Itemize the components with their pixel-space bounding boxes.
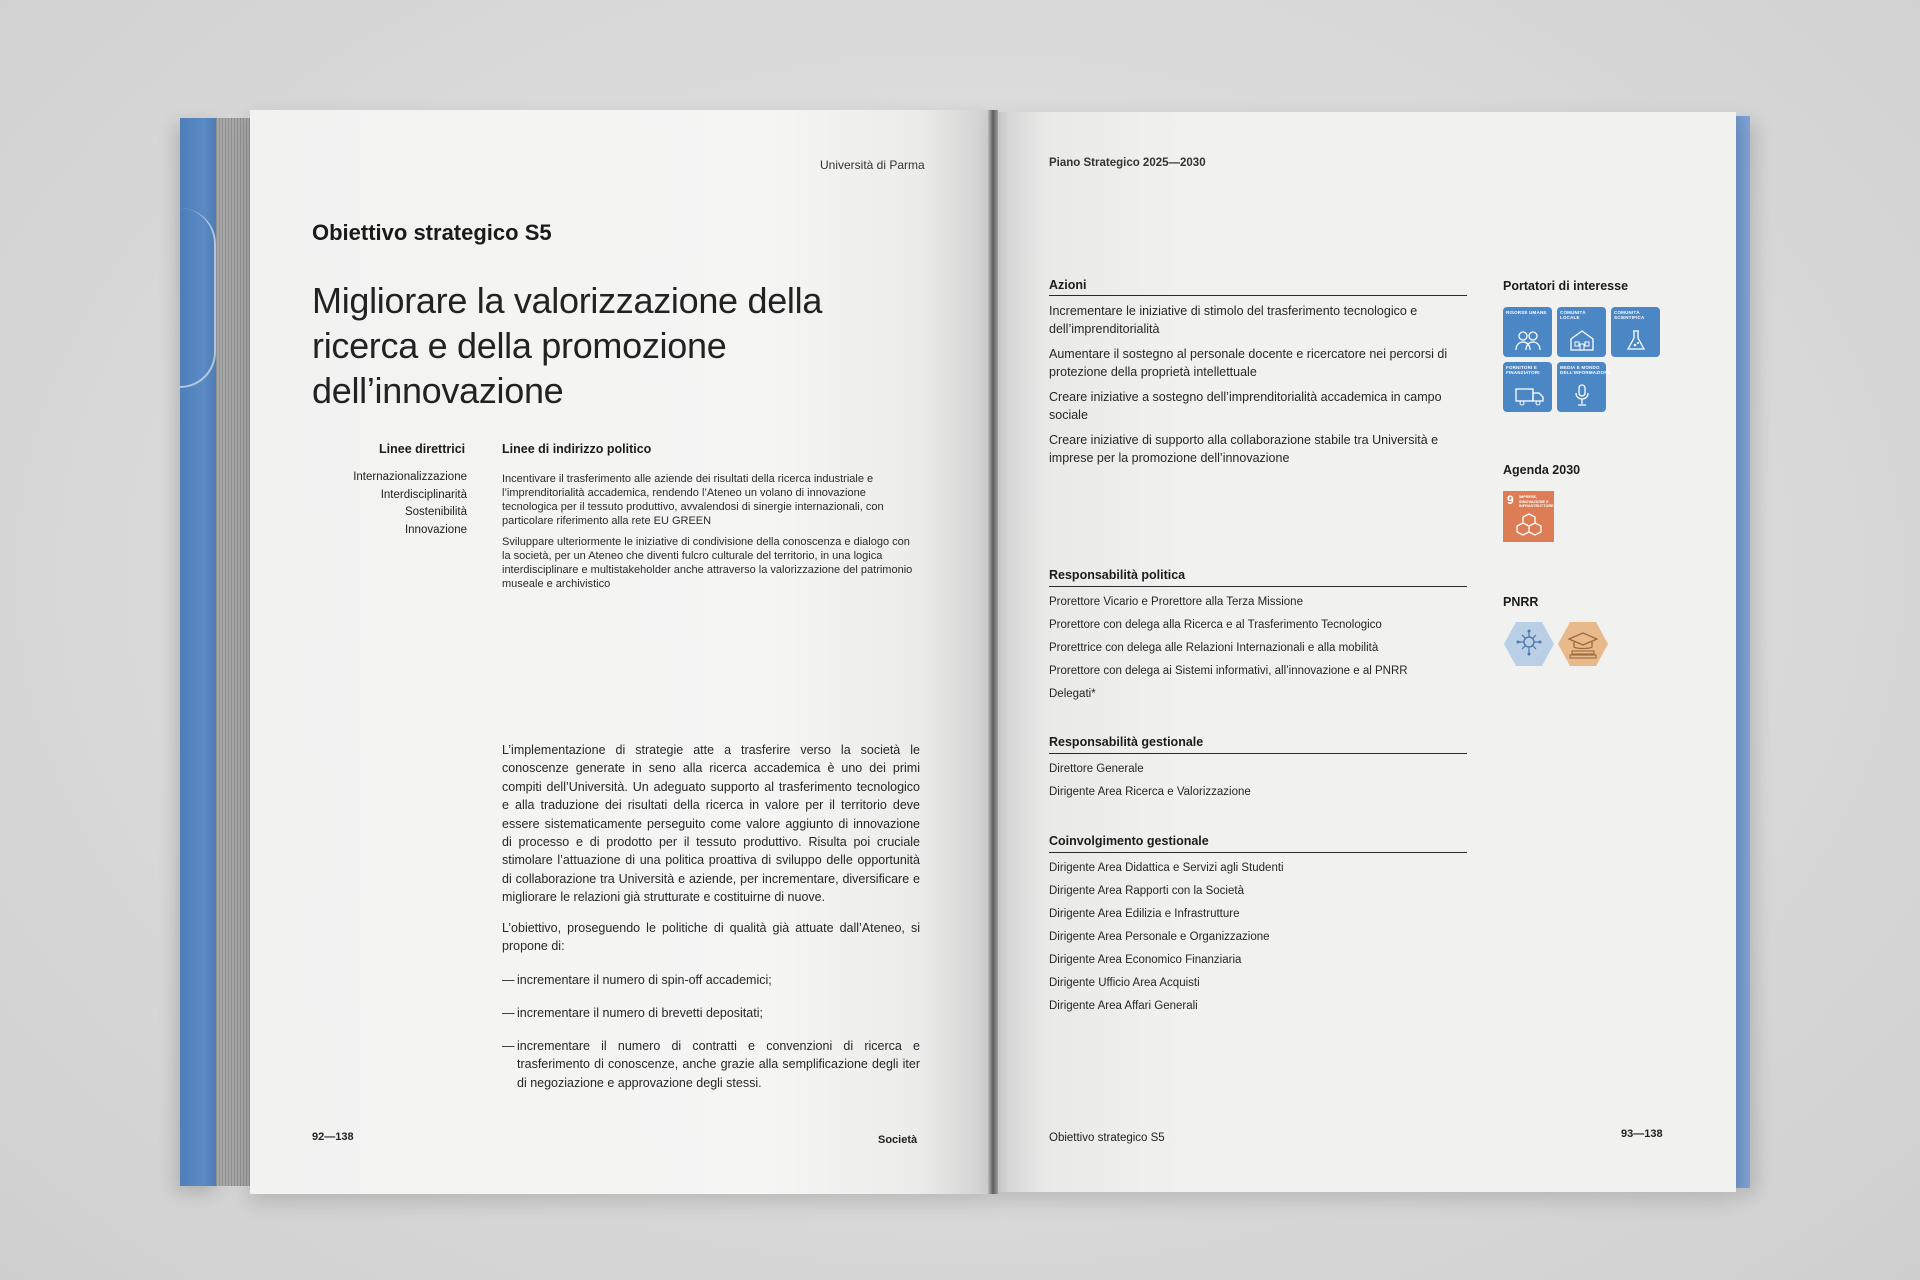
page-number-right: 93—138 (1621, 1128, 1663, 1140)
resp-politica-heading: Responsabilità politica (1049, 568, 1186, 582)
body-paragraph-1: L’implementazione di strategie atte a trasferire verso la società le conoscenze generate in seno alla ricerca accademica è uno dei primi compiti dell’Università. Un adeguato supporto al trasferimento tecnologico e alla traduzione dei risultati della ricerca in valore per il territorio deve essere sistematicamente perseguito come valore aggiunto di innovazione di processo e di prodotto per il tessuto produttivo. Risulta poi cruciale stimolare l’attuazione di una politica proattiva di sviluppo delle opportunità di collaborazione tra Università e aziende, per incrementare, diversificare e migliorare le relazioni già strutturate e costituirne di nuove. (502, 743, 920, 905)
policy-list (502, 472, 914, 598)
divider (1049, 753, 1467, 754)
stakeholder-label: COMUNITÀ LOCALE (1560, 310, 1586, 320)
divider (1049, 852, 1467, 853)
page-title: Migliorare la valorizzazione della ricerca e della promozione dell’innovazione (312, 280, 823, 411)
stakeholders-heading: Portatori di interesse (1503, 279, 1629, 293)
agenda-heading: Agenda 2030 (1503, 463, 1581, 477)
bullet-dash: — (502, 1039, 515, 1053)
people-icon (1515, 329, 1541, 351)
resp-gestionale-list (1049, 758, 1251, 804)
coinv-item: Dirigente Area Personale e Organizzazione (1049, 931, 1270, 943)
coinvolgimento-list (1049, 857, 1284, 1018)
section-footer: Società (878, 1134, 918, 1146)
azioni-heading: Azioni (1049, 278, 1087, 292)
coinvolgimento-heading: Coinvolgimento gestionale (1049, 834, 1209, 848)
policy-item: Sviluppare ulteriormente le iniziative di condivisione della conoscenza e dialogo con la società, per un Ateneo che diventi fulcro culturale del territorio, in una logica interdisciplinare e multistakeholder anche attraverso la valorizzazione del patrimonio museale e archivistico (502, 536, 913, 590)
page-stack (216, 118, 252, 1186)
page-number-left: 92—138 (312, 1131, 354, 1143)
coinv-item: Dirigente Area Edilizia e Infrastrutture (1049, 908, 1240, 920)
coinv-item: Dirigente Ufficio Area Acquisti (1049, 977, 1200, 989)
divider (1049, 295, 1467, 296)
coinv-item: Dirigente Area Rapporti con la Società (1049, 885, 1244, 897)
resp-item: Prorettore Vicario e Prorettore alla Terza Missione (1049, 596, 1303, 608)
stakeholder-tile (1503, 362, 1552, 412)
objective-label: Obiettivo strategico S5 (312, 220, 552, 245)
azione-item: Incrementare le iniziative di stimolo del trasferimento tecnologico e dell’imprenditorialità (1049, 304, 1418, 336)
bullet-item: incrementare il numero di contratti e convenzioni di ricerca e trasferimento di conoscenze, anche grazie alla semplificazione degli iter di negoziazione e approvazione degli stessi. (517, 1039, 920, 1090)
stakeholder-label: RISORSE UMANE (1506, 310, 1547, 315)
coinv-item: Dirigente Area Didattica e Servizi agli Studenti (1049, 862, 1284, 874)
body-paragraph-2: L’obiettivo, proseguendo le politiche di qualità già attuate dall’Ateneo, si propone di: (502, 921, 920, 954)
stakeholder-tile (1557, 307, 1606, 357)
azione-item: Creare iniziative a sostegno dell’imprenditorialità accademica in campo sociale (1049, 390, 1442, 422)
guidelines-list (320, 469, 467, 539)
stakeholder-label: FORNITORI E FINANZIATORI (1506, 365, 1540, 375)
policy-heading: Linee di indirizzo politico (502, 442, 652, 456)
resp-item: Dirigente Area Ricerca e Valorizzazione (1049, 786, 1251, 798)
left-cover (180, 118, 220, 1186)
graduation-cap-icon (1557, 620, 1609, 668)
resp-politica-list (1049, 591, 1408, 706)
resp-item: Prorettrice con delega alle Relazioni Internazionali e alla mobilità (1049, 642, 1379, 654)
coinv-item: Dirigente Area Affari Generali (1049, 1000, 1198, 1012)
stakeholder-tile (1557, 362, 1611, 412)
truck-icon (1515, 386, 1545, 406)
sdg-label: IMPRESE, INNOVAZIONE E INFRASTRUTTURE (1519, 495, 1554, 508)
guideline-item: Internazionalizzazione (353, 471, 467, 483)
resp-item: Prorettore con delega ai Sistemi informativi, all’innovazione e al PNRR (1049, 665, 1408, 677)
bullet-item: incrementare il numero di spin-off accademici; (517, 973, 772, 987)
guideline-item: Innovazione (404, 523, 467, 536)
stakeholder-tile (1503, 307, 1552, 357)
book-gutter (988, 110, 998, 1194)
resp-item: Direttore Generale (1049, 763, 1144, 775)
policy-item: Incentivare il trasferimento alle aziende dei risultati della ricerca industriale e l’imprenditorialità accademica, rendendo l’Ateneo un volano di innovazione tecnologica per il tessuto produttivo, avvalendosi di sinergie internazionali, con particolare riferimento alla rete EU GREEN (502, 473, 884, 527)
stakeholder-tile (1611, 307, 1660, 357)
running-head-right: Piano Strategico 2025—2030 (1049, 157, 1206, 169)
footer-label-right: Obiettivo strategico S5 (1049, 1132, 1165, 1144)
running-head-left: Università di Parma (820, 158, 925, 172)
resp-item: Prorettore con delega alla Ricerca e al Trasferimento Tecnologico (1049, 619, 1382, 631)
cover-decoration (180, 208, 216, 388)
coinv-item: Dirigente Area Economico Finanziaria (1049, 954, 1242, 966)
guideline-item: Sostenibilità (404, 506, 467, 518)
guideline-item: Interdisciplinarità (380, 488, 467, 501)
pnrr-heading: PNRR (1503, 595, 1539, 609)
left-page (250, 110, 992, 1194)
azioni-list (1049, 302, 1467, 474)
flask-icon (1623, 329, 1649, 351)
stakeholder-label: MEDIA E MONDO DELL'INFORMAZIONE (1560, 365, 1611, 375)
bullet-item: incrementare il numero di brevetti depositati; (517, 1006, 763, 1020)
guidelines-heading: Linee direttrici (379, 442, 466, 456)
houses-icon (1569, 329, 1595, 351)
resp-item: Delegati* (1049, 688, 1096, 700)
azione-item: Creare iniziative di supporto alla collaborazione stabile tra Università e imprese per la promozione dell’innovazione (1049, 433, 1439, 465)
microphone-icon (1569, 384, 1595, 406)
azione-item: Aumentare il sostegno al personale docente e ricercatore nei percorsi di protezione della proprietà intellettuale (1049, 347, 1448, 379)
sdg-number: 9 (1507, 493, 1514, 507)
resp-gestionale-heading: Responsabilità gestionale (1049, 735, 1204, 749)
network-icon (1503, 620, 1555, 668)
bullet-dash: — (502, 973, 515, 987)
cubes-icon (1516, 513, 1542, 537)
sdg-tile (1503, 491, 1554, 542)
stakeholder-label: COMUNITÀ SCIENTIFICA (1614, 310, 1645, 320)
divider (1049, 586, 1467, 587)
bullet-dash: — (502, 1006, 515, 1020)
